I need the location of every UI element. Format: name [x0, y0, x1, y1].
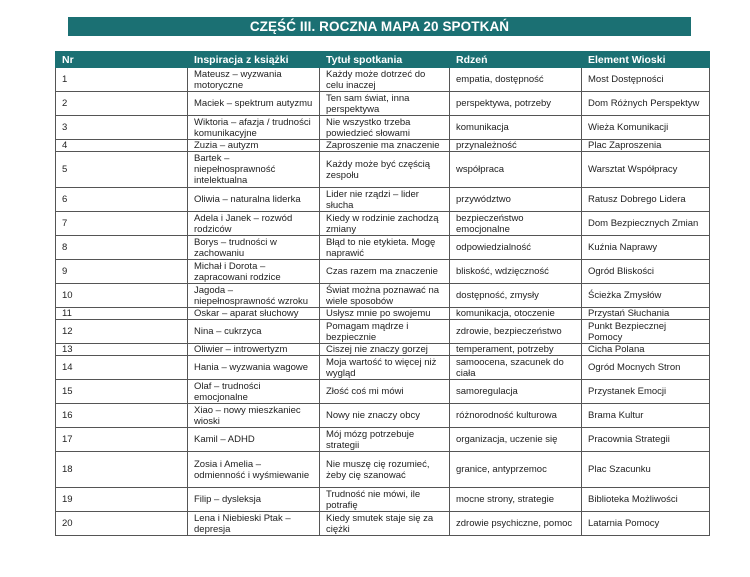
cell-core: granice, antyprzemoc	[450, 452, 582, 488]
table-row	[56, 380, 710, 404]
cell-inspiration: Borys – trudności w zachowaniu	[188, 236, 320, 260]
cell-meeting-title: Nie muszę cię rozumieć, żeby cię szanować	[320, 452, 450, 488]
cell-village-element: Biblioteka Możliwości	[582, 488, 710, 512]
cell-inspiration: Olaf – trudności emocjonalne	[188, 380, 320, 404]
cell-meeting-title: Ten sam świat, inna perspektywa	[320, 92, 450, 116]
cell-inspiration: Xiao – nowy mieszkaniec wioski	[188, 404, 320, 428]
cell-village-element: Przystań Słuchania	[582, 308, 710, 320]
cell-village-element: Brama Kultur	[582, 404, 710, 428]
cell-nr: 14	[56, 356, 188, 380]
cell-village-element: Ogród Bliskości	[582, 260, 710, 284]
cell-inspiration: Hania – wyzwania wagowe	[188, 356, 320, 380]
cell-village-element: Wieża Komunikacji	[582, 116, 710, 140]
table-row	[56, 452, 710, 488]
cell-village-element: Punkt Bezpiecznej Pomocy	[582, 320, 710, 344]
cell-core: zdrowie, bezpieczeństwo	[450, 320, 582, 344]
cell-core: przynależność	[450, 140, 582, 152]
cell-meeting-title: Zaproszenie ma znaczenie	[320, 140, 450, 152]
cell-nr: 1	[56, 68, 188, 92]
cell-nr: 6	[56, 188, 188, 212]
table-row	[56, 404, 710, 428]
table-row	[56, 308, 710, 320]
cell-core: przywództwo	[450, 188, 582, 212]
cell-meeting-title: Lider nie rządzi – lider słucha	[320, 188, 450, 212]
cell-village-element: Dom Różnych Perspektyw	[582, 92, 710, 116]
cell-nr: 9	[56, 260, 188, 284]
table-row	[56, 188, 710, 212]
cell-inspiration: Kamil – ADHD	[188, 428, 320, 452]
cell-village-element: Most Dostępności	[582, 68, 710, 92]
cell-meeting-title: Trudność nie mówi, ile potrafię	[320, 488, 450, 512]
table-row	[56, 344, 710, 356]
cell-village-element: Kuźnia Naprawy	[582, 236, 710, 260]
cell-core: odpowiedzialność	[450, 236, 582, 260]
cell-meeting-title: Mój mózg potrzebuje strategii	[320, 428, 450, 452]
cell-core: samoocena, szacunek do ciała	[450, 356, 582, 380]
cell-meeting-title: Kiedy smutek staje się za ciężki	[320, 512, 450, 536]
cell-core: współpraca	[450, 152, 582, 188]
table-row	[56, 140, 710, 152]
cell-nr: 5	[56, 152, 188, 188]
header-core: Rdzeń	[450, 52, 582, 68]
table-row	[56, 428, 710, 452]
table-row	[56, 260, 710, 284]
cell-meeting-title: Błąd to nie etykieta. Mogę naprawić	[320, 236, 450, 260]
cell-core: zdrowie psychiczne, pomoc	[450, 512, 582, 536]
table-row	[56, 488, 710, 512]
table-body	[56, 68, 710, 536]
cell-core: bliskość, wdzięczność	[450, 260, 582, 284]
cell-core: bezpieczeństwo emocjonalne	[450, 212, 582, 236]
table-row	[56, 512, 710, 536]
cell-village-element: Dom Bezpiecznych Zmian	[582, 212, 710, 236]
cell-core: organizacja, uczenie się	[450, 428, 582, 452]
cell-nr: 13	[56, 344, 188, 356]
cell-inspiration: Adela i Janek – rozwód rodziców	[188, 212, 320, 236]
cell-core: różnorodność kulturowa	[450, 404, 582, 428]
cell-inspiration: Maciek – spektrum autyzmu	[188, 92, 320, 116]
cell-nr: 18	[56, 452, 188, 488]
table-header-row	[56, 52, 710, 68]
cell-nr: 3	[56, 116, 188, 140]
cell-meeting-title: Czas razem ma znaczenie	[320, 260, 450, 284]
cell-village-element: Latarnia Pomocy	[582, 512, 710, 536]
cell-core: dostępność, zmysły	[450, 284, 582, 308]
cell-meeting-title: Moja wartość to więcej niż wygląd	[320, 356, 450, 380]
section-title: CZĘŚĆ III. ROCZNA MAPA 20 SPOTKAŃ	[68, 17, 691, 36]
table-row	[56, 152, 710, 188]
cell-village-element: Ogród Mocnych Stron	[582, 356, 710, 380]
cell-village-element: Warsztat Współpracy	[582, 152, 710, 188]
cell-inspiration: Jagoda – niepełnosprawność wzroku	[188, 284, 320, 308]
cell-village-element: Plac Zaproszenia	[582, 140, 710, 152]
cell-inspiration: Mateusz – wyzwania motoryczne	[188, 68, 320, 92]
cell-core: komunikacja	[450, 116, 582, 140]
table-row	[56, 116, 710, 140]
cell-meeting-title: Ciszej nie znaczy gorzej	[320, 344, 450, 356]
cell-meeting-title: Pomagam mądrze i bezpiecznie	[320, 320, 450, 344]
cell-inspiration: Oskar – aparat słuchowy	[188, 308, 320, 320]
cell-core: temperament, potrzeby	[450, 344, 582, 356]
cell-inspiration: Filip – dysleksja	[188, 488, 320, 512]
header-village-element: Element Wioski	[582, 52, 710, 68]
cell-village-element: Ścieżka Zmysłów	[582, 284, 710, 308]
table-row	[56, 92, 710, 116]
table-row	[56, 284, 710, 308]
cell-nr: 17	[56, 428, 188, 452]
cell-village-element: Przystanek Emocji	[582, 380, 710, 404]
cell-nr: 11	[56, 308, 188, 320]
cell-core: perspektywa, potrzeby	[450, 92, 582, 116]
cell-meeting-title: Nie wszystko trzeba powiedzieć słowami	[320, 116, 450, 140]
cell-nr: 4	[56, 140, 188, 152]
cell-inspiration: Michał i Dorota – zapracowani rodzice	[188, 260, 320, 284]
cell-inspiration: Zosia i Amelia – odmienność i wyśmiewanie	[188, 452, 320, 488]
cell-inspiration: Wiktoria – afazja / trudności komunikacyjne	[188, 116, 320, 140]
cell-core: empatia, dostępność	[450, 68, 582, 92]
cell-core: samoregulacja	[450, 380, 582, 404]
cell-meeting-title: Kiedy w rodzinie zachodzą zmiany	[320, 212, 450, 236]
cell-inspiration: Oliwia – naturalna liderka	[188, 188, 320, 212]
table-row	[56, 212, 710, 236]
table-row	[56, 236, 710, 260]
table-row	[56, 356, 710, 380]
cell-core: mocne strony, strategie	[450, 488, 582, 512]
cell-nr: 15	[56, 380, 188, 404]
cell-meeting-title: Usłysz mnie po swojemu	[320, 308, 450, 320]
header-meeting-title: Tytuł spotkania	[320, 52, 450, 68]
cell-nr: 20	[56, 512, 188, 536]
cell-village-element: Ratusz Dobrego Lidera	[582, 188, 710, 212]
cell-nr: 2	[56, 92, 188, 116]
cell-inspiration: Oliwier – introwertyzm	[188, 344, 320, 356]
cell-nr: 7	[56, 212, 188, 236]
table-row	[56, 320, 710, 344]
cell-village-element: Plac Szacunku	[582, 452, 710, 488]
cell-nr: 19	[56, 488, 188, 512]
cell-inspiration: Nina – cukrzyca	[188, 320, 320, 344]
meetings-table	[55, 51, 710, 536]
cell-inspiration: Bartek – niepełnosprawność intelektualna	[188, 152, 320, 188]
header-nr: Nr	[56, 52, 188, 68]
cell-nr: 8	[56, 236, 188, 260]
cell-village-element: Pracownia Strategii	[582, 428, 710, 452]
cell-nr: 12	[56, 320, 188, 344]
cell-meeting-title: Złość coś mi mówi	[320, 380, 450, 404]
cell-nr: 16	[56, 404, 188, 428]
cell-nr: 10	[56, 284, 188, 308]
cell-meeting-title: Każdy może dotrzeć do celu inaczej	[320, 68, 450, 92]
cell-inspiration: Zuzia – autyzm	[188, 140, 320, 152]
cell-inspiration: Lena i Niebieski Ptak – depresja	[188, 512, 320, 536]
cell-core: komunikacja, otoczenie	[450, 308, 582, 320]
cell-meeting-title: Nowy nie znaczy obcy	[320, 404, 450, 428]
table-row	[56, 68, 710, 92]
cell-village-element: Cicha Polana	[582, 344, 710, 356]
cell-meeting-title: Świat można poznawać na wiele sposobów	[320, 284, 450, 308]
cell-meeting-title: Każdy może być częścią zespołu	[320, 152, 450, 188]
header-inspiration: Inspiracja z książki	[188, 52, 320, 68]
